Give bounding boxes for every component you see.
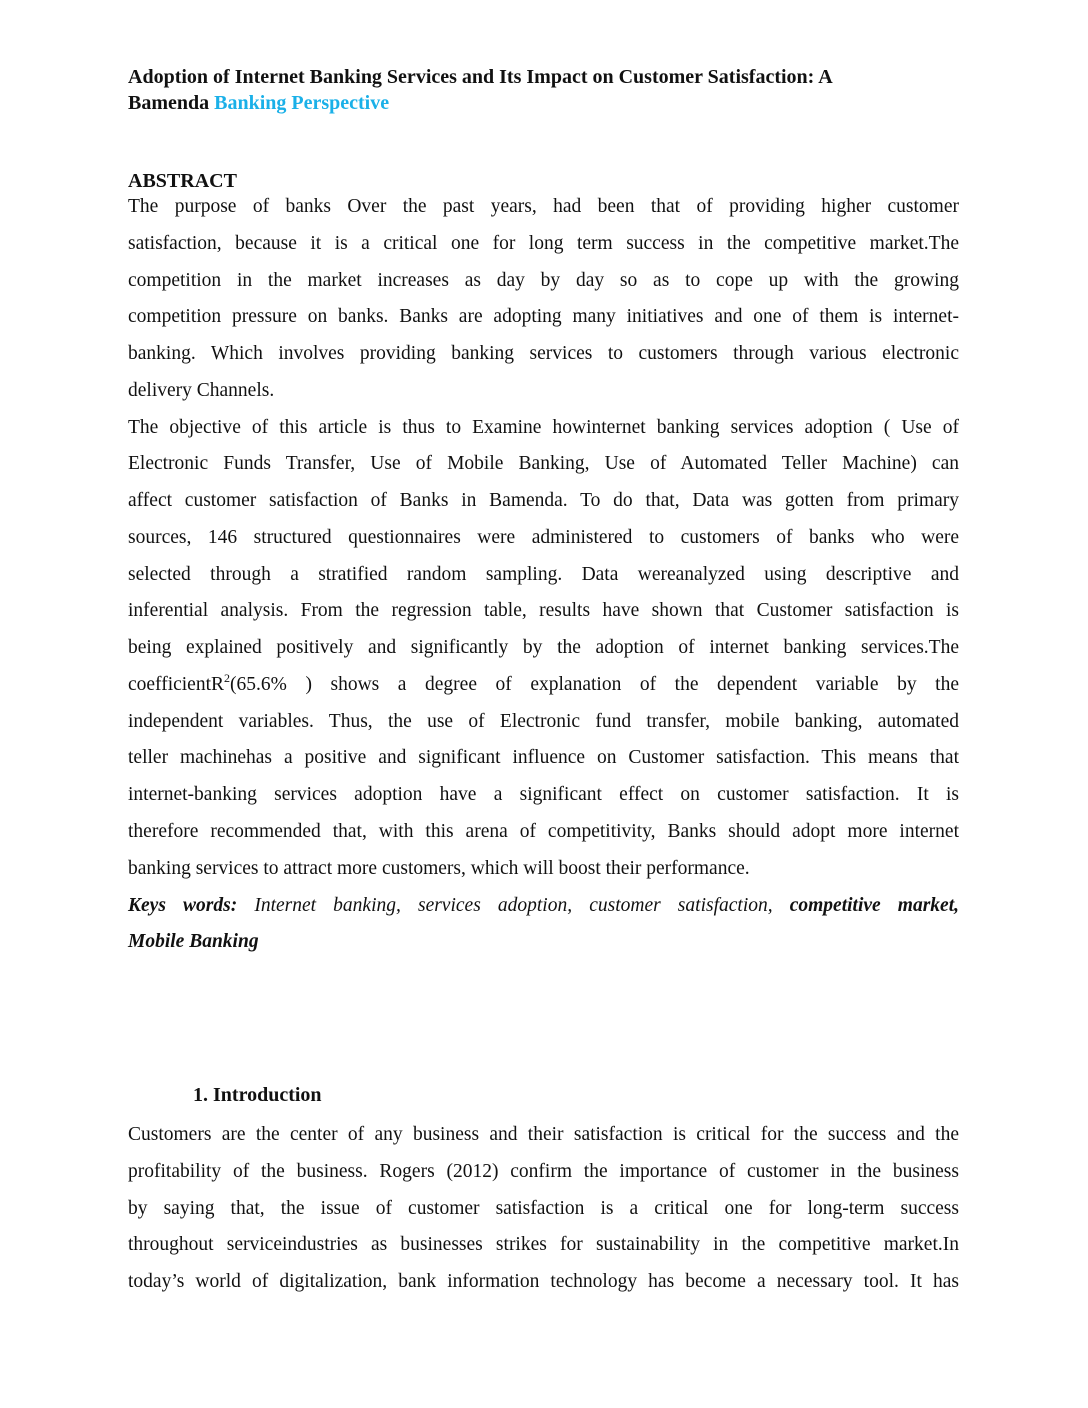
abstract-line: inferential analysis. From the regression table, results have shown that Customer satisfaction is — [128, 600, 959, 622]
keywords-text: Internet banking, services adoption, customer satisfaction, — [254, 895, 773, 916]
abstract-line: competition pressure on banks. Banks are adopting many initiatives and one of them is internet- — [128, 306, 959, 328]
abstract-line: delivery Channels. — [128, 379, 275, 401]
abstract-line: internet-banking services adoption have a significant effect on customer satisfaction. It is — [128, 784, 959, 805]
abstract-line: banking services to attract more customers, which will boost their performance. — [128, 857, 750, 879]
abstract-line: Electronic Funds Transfer, Use of Mobile Banking, Use of Automated Teller Machine) can — [128, 453, 959, 475]
abstract-line: The objective of this article is thus to Examine howinternet banking services adoption ( Use of — [128, 416, 959, 438]
abstract-line: sources, 146 structured questionnaires were administered to customers of banks who were — [128, 526, 959, 548]
abstract-line: competition in the market increases as day by day so as to cope up with the growing — [128, 269, 959, 291]
abstract-line: affect customer satisfaction of Banks in Bamenda. To do that, Data was gotten from primary — [128, 490, 959, 511]
keywords-line — [128, 894, 959, 918]
coef-text: coefficientR — [128, 674, 225, 695]
abstract-line: teller machinehas a positive and significant influence on Customer satisfaction. This means that — [128, 747, 959, 769]
abstract-line: being explained positively and significantly by the adoption of internet banking services.The — [128, 637, 959, 658]
keywords-line-2: Mobile Banking — [128, 931, 259, 952]
abstract-line: independent variables. Thus, the use of Electronic fund transfer, mobile banking, automated — [128, 710, 959, 732]
introduction-heading: 1. Introduction — [193, 1084, 322, 1106]
keywords-label: Keys words: — [128, 895, 238, 916]
superscript: 2 — [224, 671, 231, 685]
introduction-line: by saying that, the issue of customer satisfaction is a critical one for long-term success — [128, 1197, 959, 1219]
title-text: Bamenda — [128, 92, 210, 114]
abstract-line — [128, 673, 959, 697]
paper-title-line-2 — [128, 91, 959, 115]
introduction-line: throughout serviceindustries as businesses strikes for sustainability in the competitive market.In — [128, 1234, 959, 1256]
abstract-line: The purpose of banks Over the past years, had been that of providing higher customer — [128, 196, 959, 217]
title-highlight-text: Banking Perspective — [214, 92, 390, 114]
abstract-line: selected through a stratified random sampling. Data wereanalyzed using descriptive and — [128, 563, 959, 585]
abstract-heading: ABSTRACT — [128, 170, 237, 192]
introduction-line: profitability of the business. Rogers (2012) confirm the importance of customer in the business — [128, 1160, 959, 1182]
introduction-line: today’s world of digitalization, bank information technology has become a necessary tool. It has — [128, 1271, 959, 1293]
introduction-line: Customers are the center of any business and their satisfaction is critical for the success and the — [128, 1124, 959, 1145]
keywords-bold: competitive market, — [789, 895, 960, 916]
paper-title-line-1: Adoption of Internet Banking Services and Its Impact on Customer Satisfaction: A — [128, 66, 833, 88]
abstract-line: therefore recommended that, with this arena of competitivity, Banks should adopt more internet — [128, 820, 959, 842]
abstract-line: satisfaction, because it is a critical one for long term success in the competitive market.The — [128, 232, 959, 254]
abstract-line: banking. Which involves providing banking services to customers through various electronic — [128, 343, 959, 364]
coef-text-rest: (65.6% ) shows a degree of explanation of the dependent variable by the — [230, 674, 959, 695]
